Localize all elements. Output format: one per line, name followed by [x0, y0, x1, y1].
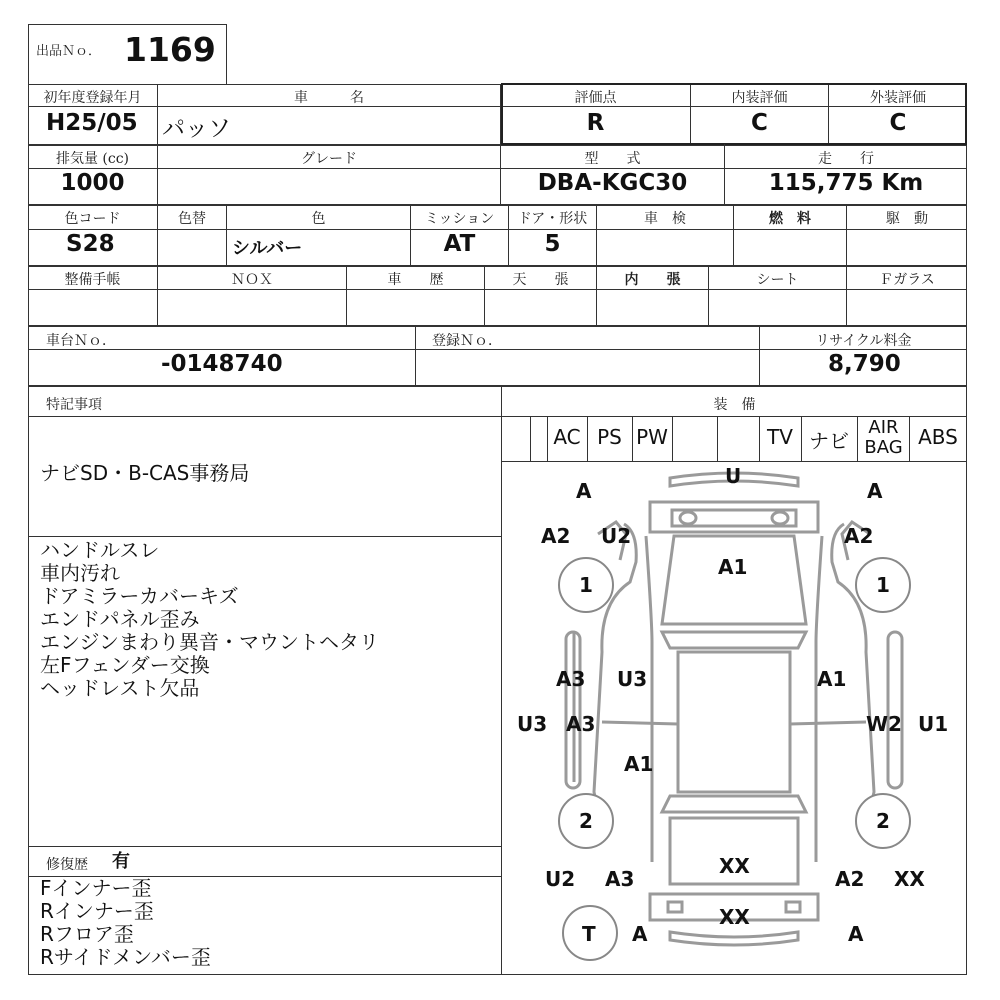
damage-mark: A3: [556, 667, 586, 691]
door-label: ドア・形状: [517, 211, 588, 227]
mission-label: ミッション: [424, 211, 495, 227]
damage-mark: U3: [517, 712, 548, 736]
damage-mark: A1: [718, 555, 748, 579]
repair-history-label: 修復歴: [46, 857, 88, 873]
damage-mark: W2: [866, 712, 902, 736]
special-notes-label: 特記事項: [46, 397, 102, 413]
color-code-value: S28: [66, 231, 115, 257]
color-value: シルバー: [232, 238, 303, 259]
rule: [28, 204, 967, 206]
recycle-label: リサイクル料金: [815, 333, 912, 349]
rule: [28, 168, 967, 169]
rule: [672, 416, 673, 461]
car-name-value: パッソ: [162, 116, 231, 142]
equipment-item: ABS: [918, 425, 958, 449]
equipment-item: AIR BAG: [864, 417, 903, 458]
damage-mark: A2: [541, 524, 571, 548]
equipment-item: PW: [636, 425, 668, 449]
damage-mark: A3: [605, 867, 635, 891]
rule: [28, 846, 502, 847]
rule: [28, 536, 502, 537]
reg-no-label: 登録Ｎｏ．: [432, 333, 502, 349]
equipment-item: TV: [767, 425, 793, 449]
damage-mark: U2: [601, 524, 632, 548]
color-code-label: 色コード: [64, 211, 121, 227]
defect-line: ヘッドレスト欠品: [40, 676, 200, 700]
wheel-label: 2: [579, 809, 593, 833]
damage-mark: A3: [566, 712, 596, 736]
defect-line: ハンドルスレ: [40, 538, 160, 562]
color-change-label: 色替: [178, 211, 206, 227]
rule: [28, 385, 967, 387]
damage-mark: A: [632, 922, 648, 946]
defect-line: エンドパネル歪み: [40, 607, 200, 631]
mission-value: AT: [443, 231, 476, 257]
rule: [530, 416, 531, 461]
displacement-label: 排気量 (cc): [55, 151, 130, 167]
damage-mark: XX: [894, 867, 925, 891]
special-notes-text: ナビSD・B-CAS事務局: [40, 461, 250, 485]
drive-label: 駆 動: [886, 211, 928, 227]
wheel-label: 1: [579, 573, 593, 597]
defect-line: エンジンまわり異音・マウントヘタリ: [40, 630, 379, 654]
fuel-label: 燃 料: [769, 211, 811, 227]
damage-mark: U3: [617, 667, 648, 691]
damage-mark: A2: [835, 867, 865, 891]
wheel-label: T: [582, 922, 596, 946]
damage-mark: A: [867, 479, 883, 503]
rule: [28, 289, 967, 290]
color-label: 色: [311, 211, 326, 227]
first-reg-value: H25/05: [46, 110, 138, 136]
wheel-label: 1: [876, 573, 890, 597]
wheel-label: 2: [876, 809, 890, 833]
seat-label: シート: [756, 272, 799, 288]
rule: [415, 325, 416, 385]
score-value: R: [586, 110, 605, 136]
chassis-value: -0148740: [161, 351, 283, 377]
damage-mark: A1: [817, 667, 847, 691]
maintenance-label: 整備手帳: [64, 272, 121, 288]
defect-line: 左Fフェンダー交換: [40, 653, 210, 677]
repair-line: Fインナー歪: [40, 876, 152, 900]
damage-mark: A2: [844, 524, 874, 548]
history-label: 車 歴: [387, 272, 444, 288]
equipment-item: PS: [597, 425, 622, 449]
rule: [28, 229, 967, 230]
door-value: 5: [544, 231, 561, 257]
score-label: 評価点: [574, 90, 617, 106]
exterior-value: C: [889, 110, 907, 136]
lot-number: 1169: [124, 30, 216, 69]
model-label: 型 式: [584, 151, 641, 167]
damage-mark: A: [848, 922, 864, 946]
inspection-label: 車 検: [644, 211, 686, 227]
damage-mark: A1: [624, 752, 654, 776]
rule: [28, 416, 967, 417]
recycle-value: 8,790: [828, 351, 901, 377]
repair-line: Rフロア歪: [40, 922, 134, 946]
mileage-value: 115,775 Km: [768, 170, 924, 196]
damage-mark: XX: [719, 905, 750, 929]
first-reg-label: 初年度登録年月: [43, 90, 142, 106]
equipment-label: 装 備: [713, 397, 756, 413]
damage-mark: U2: [545, 867, 576, 891]
defect-line: 車内汚れ: [40, 561, 120, 585]
damage-mark: U1: [918, 712, 949, 736]
repair-line: Rサイドメンバー歪: [40, 945, 211, 969]
defect-line: ドアミラーカバーキズ: [40, 584, 239, 608]
repair-history-value: 有: [112, 851, 130, 872]
rule: [28, 265, 967, 267]
interior-label: 内装評価: [731, 90, 788, 106]
repair-line: Rインナー歪: [40, 899, 154, 923]
model-value: DBA-KGC30: [537, 170, 688, 196]
equipment-item: AC: [553, 425, 581, 449]
mileage-label: 走 行: [818, 151, 874, 167]
grade-label: グレード: [301, 151, 357, 167]
sunroof-label: 天 張: [512, 272, 569, 288]
rule: [717, 416, 718, 461]
equipment-item: ナビ: [809, 429, 849, 453]
rule: [28, 325, 967, 327]
damage-mark: XX: [719, 854, 750, 878]
damage-mark: A: [576, 479, 592, 503]
chassis-label: 車台Ｎｏ．: [46, 333, 116, 349]
lot-number-label: 出品Ｎｏ．: [36, 44, 102, 59]
interior-trim-label: 内 張: [624, 272, 681, 288]
displacement-value: 1000: [60, 170, 125, 196]
exterior-label: 外装評価: [870, 90, 926, 106]
nox-label: ＮＯＸ: [231, 272, 273, 288]
car-name-label: 車 名: [294, 90, 364, 106]
glass-label: Ｆガラス: [879, 272, 935, 288]
interior-value: C: [751, 110, 768, 136]
damage-mark: U: [725, 464, 742, 488]
